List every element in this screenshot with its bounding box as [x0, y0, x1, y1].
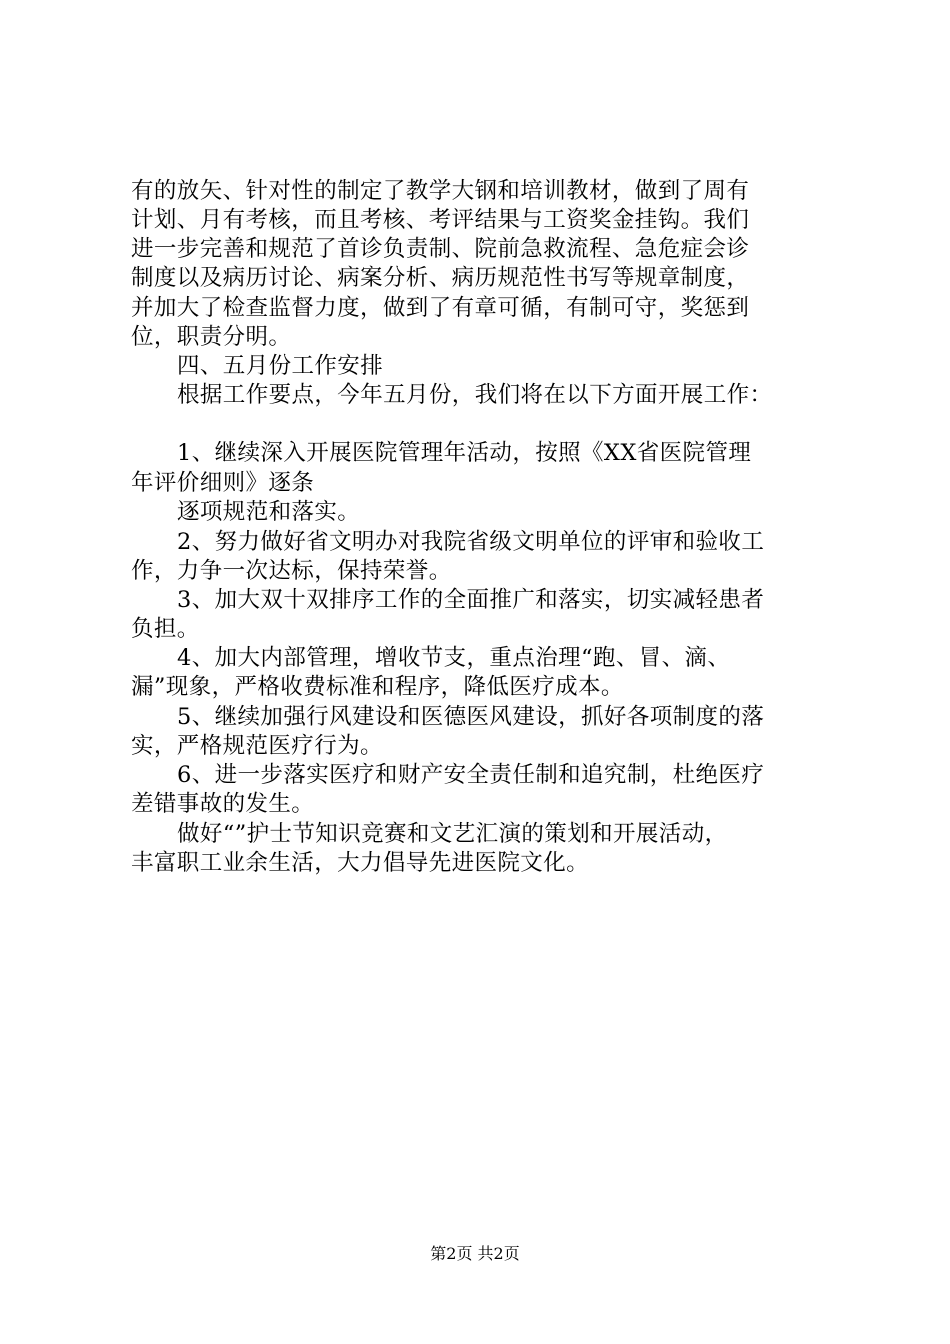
list-item: 5、继续加强行风建设和医德医风建设，抓好各项制度的落	[177, 704, 765, 730]
body-line: 年评价细则》逐条	[131, 470, 315, 496]
list-item: 3、加大双十双排序工作的全面推广和落实，切实减轻患者	[177, 587, 765, 613]
section-heading: 四、五月份工作安排	[177, 353, 384, 379]
list-item: 6、进一步落实医疗和财产安全责任制和追究制，杜绝医疗	[177, 762, 765, 788]
body-line: 漏”现象，严格收费标准和程序，降低医疗成本。	[131, 674, 624, 700]
body-line: 进一步完善和规范了首诊负责制、院前急救流程、急危症会诊	[131, 236, 750, 262]
body-line: 有的放矢、针对性的制定了教学大钢和培训教材，做到了周有	[131, 178, 750, 204]
list-item: 4、加大内部管理，增收节支，重点治理“跑、冒、滴、	[177, 645, 731, 671]
body-line: 差错事故的发生。	[131, 791, 315, 817]
body-line: 位，职责分明。	[131, 324, 292, 350]
body-line: 负担。	[131, 616, 200, 642]
body-line: 计划、月有考核，而且考核、考评结果与工资奖金挂钩。我们	[131, 207, 750, 233]
body-line: 逐项规范和落实。	[177, 499, 361, 525]
list-item: 1、继续深入开展医院管理年活动，按照《XX省医院管理	[177, 440, 752, 466]
body-line: 丰富职工业余生活，大力倡导先进医院文化。	[131, 850, 590, 876]
list-item: 2、努力做好省文明办对我院省级文明单位的评审和验收工	[177, 529, 765, 555]
body-line: 根据工作要点，今年五月份，我们将在以下方面开展工作：	[177, 382, 773, 408]
body-line: 实，严格规范医疗行为。	[131, 733, 383, 759]
body-line: 做好“”护士节知识竞赛和文艺汇演的策划和开展活动，	[177, 821, 728, 847]
body-line: 作，力争一次达标，保持荣誉。	[131, 558, 452, 584]
body-line: 并加大了检查监督力度，做到了有章可循，有制可守，奖惩到	[131, 295, 750, 321]
page-footer	[0, 1244, 950, 1264]
page-number: 第2页 共2页	[430, 1244, 520, 1263]
body-line: 制度以及病历讨论、病案分析、病历规范性书写等规章制度，	[131, 265, 750, 291]
